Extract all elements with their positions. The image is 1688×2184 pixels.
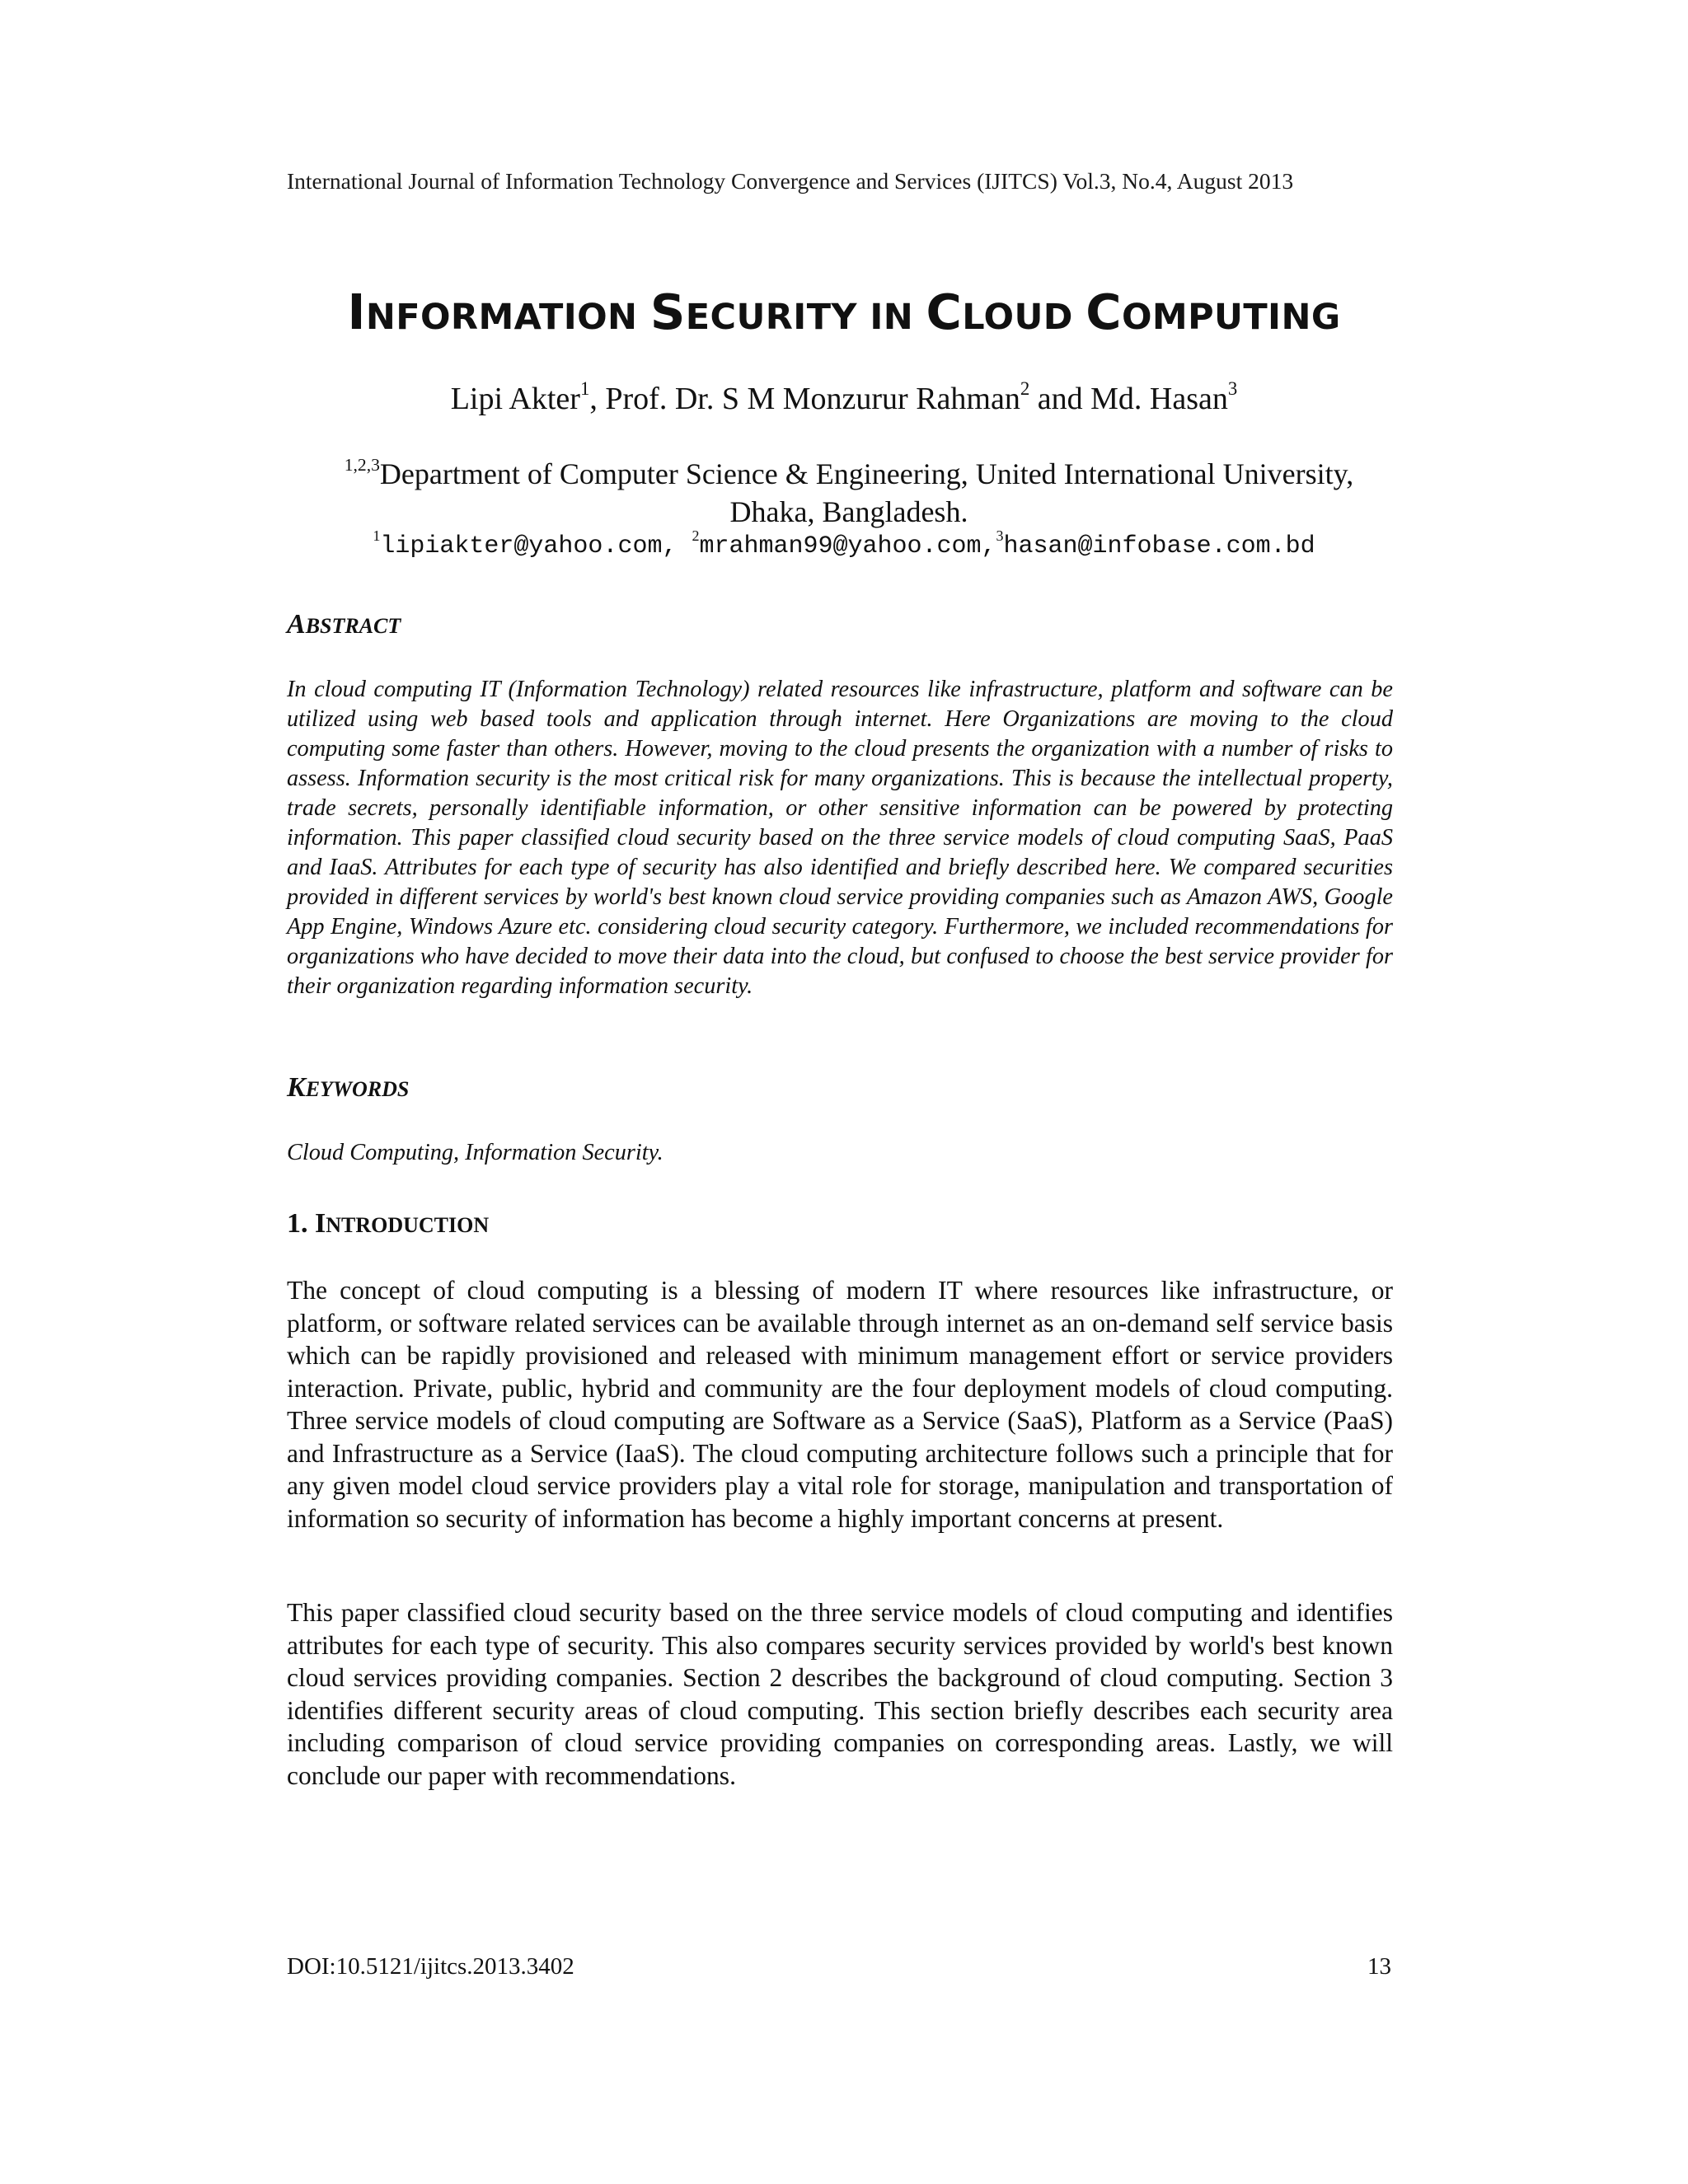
heading-rest: EYWORDS — [305, 1077, 410, 1101]
title-cap: S — [649, 284, 686, 340]
author-list — [0, 377, 1688, 417]
email-sup: 1 — [373, 527, 381, 545]
keywords-text: Cloud Computing, Information Security. — [287, 1140, 663, 1165]
author-sup: 1 — [579, 377, 590, 399]
abstract-text: In cloud computing IT (Information Technology) related resources like infrastructure, platform and software can be utilized using web based tools and application through internet. Here Organizations are moving to the cloud computing some faster than others. However, moving to the cloud presents the organization with a number of risks to assess. Information security is the most critical risk for many organizations. This is because the intellectual property, trade secrets, personally identifiable information, or other sensitive information can be powered by protecting information. This paper classified cloud security based on the three service models of cloud computing SaaS, PaaS and IaaS. Attributes for each type of security has also identified and briefly described here. We compared securities provided in different services by world's best known cloud service providing companies such as Amazon AWS, Google App Engine, Windows Azure etc. considering cloud security category. Furthermore, we included recommendations for organizations who have decided to move their data into the cloud, but confused to choose the best service provider for their organization regarding information security. — [287, 677, 1393, 999]
author-sup: 3 — [1227, 377, 1238, 399]
email-list — [0, 527, 1688, 560]
heading-cap: K — [287, 1072, 306, 1103]
email-address[interactable]: mrahman99@yahoo.com, — [699, 532, 996, 560]
email-address[interactable]: lipiakter@yahoo.com, — [380, 532, 678, 560]
author-sup: 2 — [1020, 377, 1030, 399]
abstract-heading — [287, 609, 401, 640]
author-name: Lipi Akter — [450, 382, 580, 416]
title-rest: ECURITY — [685, 297, 857, 338]
introduction-heading — [287, 1208, 489, 1240]
running-head: International Journal of Information Technology Convergence and Services (IJITCS) Vol.3, No.4, August 2013 — [287, 168, 1294, 194]
title-cap: C — [1085, 284, 1122, 340]
email-address[interactable]: hasan@infobase.com.bd — [1003, 532, 1315, 560]
heading-cap: I — [315, 1208, 326, 1239]
paper-title — [0, 284, 1688, 340]
intro-paragraph-1: The concept of cloud computing is a blessing of modern IT where resources like infrastructure, or platform, or software related services can be available through internet as an on-demand self service basis which can be rapidly provisioned and released with minimum management effort or service providers interaction. Private, public, hybrid and community are the four deployment models of cloud computing. Three service models of cloud computing are Software as a Service (SaaS), Platform as a Service (PaaS) and Infrastructure as a Service (IaaS). The cloud computing architecture follows such a principle that for any given model cloud service providers play a vital role for storage, manipulation and transportation of information so security of information has become a highly important concerns at present. — [287, 1276, 1393, 1533]
heading-rest: BSTRACT — [305, 614, 401, 638]
title-cap: C — [926, 284, 963, 340]
title-cap: I — [347, 284, 366, 340]
affiliation-sup: 1,2,3 — [344, 454, 380, 475]
affiliation-line: Department of Computer Science & Engineering, United International University, — [379, 457, 1354, 490]
intro-paragraph-2: This paper classified cloud security based on the three service models of cloud computing and identifies attributes for each type of security. This also compares security services provided by world's best known cloud services providing companies. Section 2 describes the background of cloud computing. Section 3 identifies different security areas of cloud computing. This section briefly describes each security area including comparison of cloud service providing companies on corresponding areas. Lastly, we will conclude our paper with recommendations. — [287, 1598, 1393, 1790]
title-rest: LOUD — [962, 297, 1073, 338]
title-word: IN — [870, 297, 914, 338]
heading-cap: A — [287, 609, 306, 640]
affiliation — [313, 455, 1385, 531]
title-rest: OMPUTING — [1121, 297, 1341, 338]
title-rest: NFORMATION — [365, 297, 638, 338]
affiliation-line: Dhaka, Bangladesh. — [729, 495, 968, 528]
keywords-heading — [287, 1072, 409, 1104]
author-name: Prof. Dr. S M Monzurur Rahman — [605, 382, 1020, 416]
heading-number: 1. — [287, 1208, 315, 1239]
footer-doi: DOI:10.5121/ijitcs.2013.3402 — [287, 1953, 574, 1980]
heading-rest: NTRODUCTION — [326, 1213, 490, 1237]
email-sup: 2 — [692, 527, 700, 545]
author-name: Md. Hasan — [1090, 382, 1228, 416]
email-sup: 3 — [996, 527, 1004, 545]
page-number: 13 — [1367, 1953, 1391, 1980]
author-separator: , — [589, 382, 606, 416]
author-separator: and — [1029, 382, 1091, 416]
